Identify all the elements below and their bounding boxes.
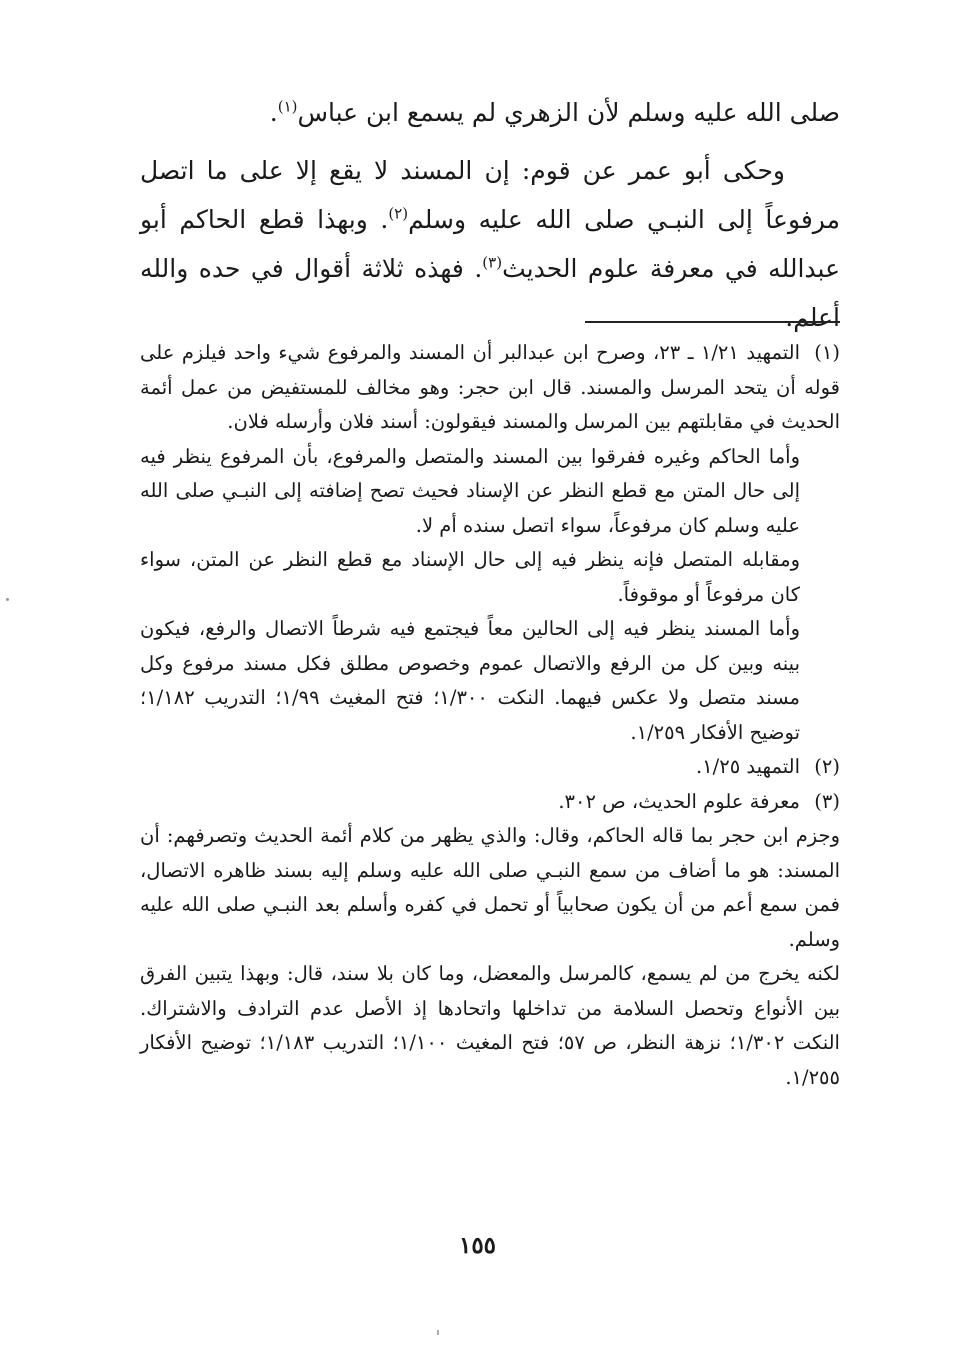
- footnote-2: [140, 750, 840, 785]
- main-text-1: صلى الله عليه وسلم لأن الزهري لم يسمع ابن عباس: [297, 98, 840, 127]
- footnote-text: معرفة علوم الحديث، ص ٣٠٢.: [558, 789, 800, 813]
- footnote-ref-1[interactable]: (١): [277, 97, 298, 116]
- footnote-text: لكنه يخرج من لم يسمع، كالمرسل والمعضل، وما كان بلا سند، قال: وبهذا يتبين الفرق بين الأنواع وتحصل السلامة من تداخلها واتحادها إذ الأصل عدم الترادف والاشتراك. النكت ١/٣٠٢؛ نزهة النظر، ص ٥٧؛ فتح المغيث ١/١٠٠؛ التدريب ١/١٨٣؛ توضيح الأفكار ١/٢٥٥.: [140, 962, 840, 1089]
- footnote-text: التمهيد ١/٢٥.: [695, 755, 800, 778]
- footnote-3: [140, 785, 840, 1096]
- footnote-text: التمهيد ١/٢١ ـ ٢٣، وصرح ابن عبدالبر أن المسند والمرفوع شيء واحد فيلزم على قوله أن يتحد المرسل والمسند. قال ابن حجر: وهو مخالف للمستفيض من عمل أئمة الحديث في مقابلتهم بين المرسل والمسند فيقولون: أسند فلان وأرسله فلان.: [140, 341, 840, 433]
- page-number: ١٥٥: [458, 1232, 497, 1259]
- footnote-text: ومقابله المتصل فإنه ينظر فيه إلى حال الإسناد مع قطع النظر عن المتن، سواء كان مرفوعاً أو موقوفاً.: [140, 548, 800, 606]
- main-paragraph-2: [140, 146, 840, 342]
- page: [140, 88, 840, 1089]
- footnote-number: (٣): [814, 789, 840, 813]
- footnote-number: (٢): [814, 755, 840, 778]
- footnote-text: وأما الحاكم وغيره ففرقوا بين المسند والمتصل والمرفوع، بأن المرفوع ينظر فيه إلى حال المتن مع قطع النظر عن الإسناد فحيث تصح إضافته إلى النبـي صلى الله عليه وسلم كان مرفوعاً، سواء اتصل سنده أم لا.: [140, 444, 800, 537]
- main-text-1-end: .: [269, 98, 278, 127]
- main-text-2a: وحكى أبو عمر عن قوم: إن المسند لا يقع إلا على ما اتصل مرفوعاً إلى النبـي صلى الله عليه وسلم: [140, 156, 840, 234]
- scan-speck: [6, 598, 9, 601]
- footnote-text: وأما المسند ينظر فيه إلى الحالين معاً فيجتمع فيه شرطاً الاتصال والرفع، فيكون بينه وبين كل من الرفع والاتصال عموم وخصوص مطلق فكل مسند مرفوع وكل مسند متصل ولا عكس فيهما. النكت ١/٣٠٠؛ فتح المغيث ١/٩٩؛ التدريب ١/١٨٢؛ توضيح الأفكار ١/٢٥٩.: [140, 617, 800, 744]
- footnote-ref-3[interactable]: (٣): [482, 253, 503, 272]
- footnote-1: [140, 336, 840, 750]
- main-text-2b: . وبهذا قطع الحاكم أبو عبدالله في معرفة علوم الحديث: [140, 205, 840, 283]
- footnote-number: (١): [814, 341, 840, 364]
- footnote-ref-2[interactable]: (٢): [388, 204, 409, 223]
- main-paragraph-1: [140, 88, 840, 137]
- main-text: [140, 88, 840, 342]
- footnote-separator: [585, 321, 840, 323]
- scan-speck: [437, 1330, 439, 1335]
- footnotes: [140, 336, 840, 1095]
- main-text-2c: . فهذه ثلاثة أقوال في حده والله أعلم.: [140, 254, 840, 332]
- footnote-text: وجزم ابن حجر بما قاله الحاكم، وقال: والذي يظهر من كلام أئمة الحديث وتصرفهم: أن المسند: هو ما أضاف من سمع النبـي صلى الله عليه وسلم إليه بسند ظاهره الاتصال، فمن سمع أعم من أن يكون صحابياً أو تحمل في كفره وأسلم بعد النبـي صلى الله عليه وسلم.: [140, 824, 840, 951]
